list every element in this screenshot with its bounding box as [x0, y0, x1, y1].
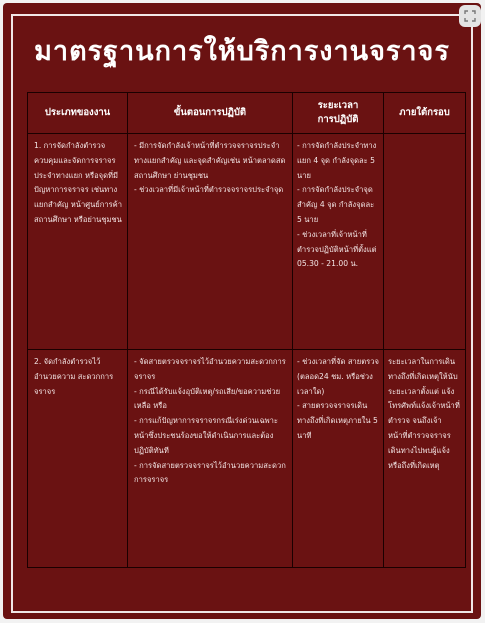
- header-type: ประเภทของงาน: [28, 93, 128, 134]
- row1-duration-2: - การจัดกำลังประจำจุดสำคัญ 4 จุด กำลังจุดละ 5 นาย: [297, 185, 375, 224]
- row1-type: 1. การจัดกำลังตำรวจควบคุมและจัดการจราจรประจำทางแยก หรือจุดที่มีปัญหาการจราจร เช่นทางแยกสำคัญ หน้าศูนย์การค้า สถานศึกษา หรือย่านชุมชน: [28, 134, 128, 350]
- poster: [3, 3, 481, 619]
- expand-icon[interactable]: [459, 5, 481, 27]
- table-row: [28, 350, 466, 568]
- page-title: มาตรฐานการให้บริการงานจราจร: [34, 36, 450, 67]
- row1-step-1: - มีการจัดกำลังเจ้าหน้าที่ตำรวจจราจรประจำทางแยกสำคัญ และจุดสำคัญเช่น หน้าตลาดสด สถานศึกษา ย่านชุมชน: [134, 141, 286, 180]
- expand-icon-glyph: [464, 10, 476, 22]
- row1-duration: [293, 134, 384, 350]
- header-row: [28, 93, 466, 134]
- header-duration: ระยะเวลา การปฏิบัติ: [293, 93, 384, 134]
- row2-duration-2: - สายตรวจจราจรเดินทางถึงที่เกิดเหตุภายใน 5 นาที: [297, 401, 378, 440]
- table-row: [28, 134, 466, 350]
- row1-duration-3: - ช่วงเวลาที่เจ้าหน้าที่ตำรวจปฏิบัติหน้าที่ตั้งแต่ 05.30 - 21.00 น.: [297, 229, 377, 269]
- row2-step-2: - กรณีได้รับแจ้งอุบัติเหตุ/รถเสีย/ขอความช่วยเหลือ หรือ: [134, 386, 281, 411]
- header-frame: ภายใต้กรอบ: [384, 93, 466, 134]
- row2-duration-1: - ช่วงเวลาที่จัด สายตรวจ (ตลอด24 ชม. หรือช่วงเวลาใด): [297, 357, 379, 396]
- row2-duration: [293, 350, 384, 568]
- row1-duration-1: - การจัดกำลังประจำทางแยก 4 จุด กำลังจุดละ 5 นาย: [297, 141, 377, 180]
- row1-steps: [128, 134, 293, 350]
- row2-step-3: - การแก้ปัญหาการจราจรกรณีเร่งด่วนเฉพาะหน้าซึ่งประชนร้องขอให้ดำเนินการและต้องปฏิบัติทันที: [134, 416, 279, 455]
- row1-frame: [384, 134, 466, 350]
- header-steps: ขั้นตอนการปฏิบัติ: [128, 93, 293, 134]
- standards-table: [27, 92, 466, 568]
- row2-step-4: - การจัดสายตรวจจราจรไว้อำนวยความสะดวกการจราจร: [134, 460, 286, 485]
- row2-type: 2. จัดกำลังตำรวจไว้อำนวยความ สะดวกการจราจร: [28, 350, 128, 568]
- row2-steps: [128, 350, 293, 568]
- row2-step-1: - จัดสายตรวจจราจรไว้อำนวยความสะดวกการจราจร: [134, 357, 286, 381]
- row1-step-2: - ช่วงเวลาที่มีเจ้าหน้าที่ตำรวจจราจรประจำจุด: [134, 185, 284, 195]
- row2-frame: ระยะเวลาในการเดินทางถึงที่เกิดเหตุให้นับระยะเวลาตั้งแต่ แจ้งโทรศัพท์แจ้งเจ้าหน้าที่ตำรวจ จนถึงเจ้าหน้าที่ตำรวจจราจรเดินทางไปพบผู้แจ้ง หรือถึงที่เกิดเหตุ: [384, 350, 466, 568]
